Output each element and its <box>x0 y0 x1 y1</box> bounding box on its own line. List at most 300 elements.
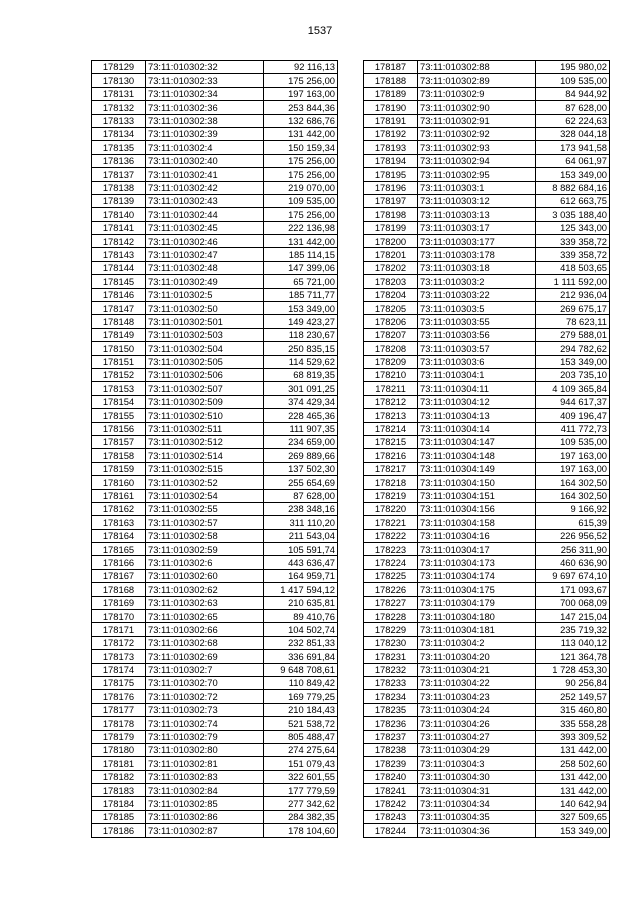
table-row <box>364 824 610 837</box>
cadastral-value-cell: 4 109 365,84 <box>536 382 610 395</box>
table-row <box>364 87 610 100</box>
cadastral-number-cell: 73:11:010304:13 <box>418 409 536 422</box>
cadastral-number-cell: 73:11:010302:90 <box>418 101 536 114</box>
table-row <box>92 810 338 823</box>
cadastral-number-cell: 73:11:010303:12 <box>418 194 536 207</box>
record-number-cell: 178210 <box>364 368 418 381</box>
record-number-cell: 178231 <box>364 650 418 663</box>
cadastral-value-cell: 9 697 674,10 <box>536 569 610 582</box>
cadastral-value-cell: 175 256,00 <box>264 208 338 221</box>
table-row <box>92 435 338 448</box>
table-row <box>92 74 338 87</box>
cadastral-value-cell: 252 149,57 <box>536 690 610 703</box>
cadastral-number-cell: 73:11:010303:56 <box>418 328 536 341</box>
record-number-cell: 178214 <box>364 422 418 435</box>
record-number-cell: 178135 <box>92 141 146 154</box>
cadastral-value-cell: 339 358,72 <box>536 235 610 248</box>
cadastral-number-cell: 73:11:010302:55 <box>146 502 264 515</box>
cadastral-number-cell: 73:11:010304:174 <box>418 569 536 582</box>
cadastral-number-cell: 73:11:010302:515 <box>146 462 264 475</box>
record-number-cell: 178155 <box>92 409 146 422</box>
record-number-cell: 178154 <box>92 395 146 408</box>
table-row <box>92 87 338 100</box>
cadastral-value-cell: 277 342,62 <box>264 797 338 810</box>
cadastral-value-cell: 301 091,25 <box>264 382 338 395</box>
cadastral-value-cell: 195 980,02 <box>536 61 610 74</box>
cadastral-value-cell: 612 663,75 <box>536 194 610 207</box>
record-number-cell: 178147 <box>92 302 146 315</box>
record-number-cell: 178153 <box>92 382 146 395</box>
cadastral-value-cell: 109 535,00 <box>264 194 338 207</box>
cadastral-value-cell: 114 529,62 <box>264 355 338 368</box>
cadastral-value-cell: 374 429,34 <box>264 395 338 408</box>
cadastral-number-cell: 73:11:010302:69 <box>146 650 264 663</box>
table-row <box>364 690 610 703</box>
right-register-table <box>363 60 610 838</box>
cadastral-value-cell: 1 417 594,12 <box>264 583 338 596</box>
cadastral-number-cell: 73:11:010302:80 <box>146 743 264 756</box>
record-number-cell: 178138 <box>92 181 146 194</box>
table-row <box>364 409 610 422</box>
cadastral-number-cell: 73:11:010302:503 <box>146 328 264 341</box>
table-row <box>92 342 338 355</box>
table-row <box>92 717 338 730</box>
cadastral-value-cell: 68 819,35 <box>264 368 338 381</box>
table-row <box>364 435 610 448</box>
table-row <box>364 74 610 87</box>
cadastral-value-cell: 131 442,00 <box>536 770 610 783</box>
cadastral-value-cell: 131 442,00 <box>536 743 610 756</box>
cadastral-value-cell: 197 163,00 <box>264 87 338 100</box>
cadastral-number-cell: 73:11:010303:57 <box>418 342 536 355</box>
table-row <box>364 342 610 355</box>
cadastral-number-cell: 73:11:010304:151 <box>418 489 536 502</box>
record-number-cell: 178185 <box>92 810 146 823</box>
cadastral-number-cell: 73:11:010302:52 <box>146 476 264 489</box>
record-number-cell: 178180 <box>92 743 146 756</box>
cadastral-number-cell: 73:11:010304:148 <box>418 449 536 462</box>
cadastral-number-cell: 73:11:010302:57 <box>146 516 264 529</box>
cadastral-number-cell: 73:11:010302:38 <box>146 114 264 127</box>
table-row <box>92 315 338 328</box>
cadastral-number-cell: 73:11:010304:147 <box>418 435 536 448</box>
cadastral-number-cell: 73:11:010302:68 <box>146 636 264 649</box>
cadastral-number-cell: 73:11:010302:6 <box>146 556 264 569</box>
cadastral-number-cell: 73:11:010302:88 <box>418 61 536 74</box>
cadastral-value-cell: 137 502,30 <box>264 462 338 475</box>
record-number-cell: 178237 <box>364 730 418 743</box>
record-number-cell: 178225 <box>364 569 418 582</box>
record-number-cell: 178195 <box>364 168 418 181</box>
cadastral-number-cell: 73:11:010304:36 <box>418 824 536 837</box>
cadastral-value-cell: 1 111 592,00 <box>536 275 610 288</box>
table-row <box>92 690 338 703</box>
table-row <box>92 650 338 663</box>
record-number-cell: 178209 <box>364 355 418 368</box>
cadastral-value-cell: 173 941,58 <box>536 141 610 154</box>
cadastral-value-cell: 113 040,12 <box>536 636 610 649</box>
record-number-cell: 178222 <box>364 529 418 542</box>
cadastral-number-cell: 73:11:010304:173 <box>418 556 536 569</box>
cadastral-value-cell: 150 159,34 <box>264 141 338 154</box>
table-row <box>92 596 338 609</box>
cadastral-value-cell: 153 349,00 <box>536 824 610 837</box>
record-number-cell: 178164 <box>92 529 146 542</box>
cadastral-value-cell: 105 591,74 <box>264 543 338 556</box>
table-row <box>364 248 610 261</box>
cadastral-number-cell: 73:11:010302:505 <box>146 355 264 368</box>
cadastral-number-cell: 73:11:010302:33 <box>146 74 264 87</box>
table-row <box>364 676 610 689</box>
table-row <box>364 703 610 716</box>
record-number-cell: 178218 <box>364 476 418 489</box>
cadastral-number-cell: 73:11:010302:63 <box>146 596 264 609</box>
cadastral-number-cell: 73:11:010302:93 <box>418 141 536 154</box>
cadastral-value-cell: 164 302,50 <box>536 476 610 489</box>
cadastral-number-cell: 73:11:010304:179 <box>418 596 536 609</box>
cadastral-value-cell: 219 070,00 <box>264 181 338 194</box>
cadastral-value-cell: 177 779,59 <box>264 784 338 797</box>
record-number-cell: 178170 <box>92 610 146 623</box>
cadastral-value-cell: 294 782,62 <box>536 342 610 355</box>
cadastral-number-cell: 73:11:010302:48 <box>146 261 264 274</box>
table-row <box>92 476 338 489</box>
cadastral-number-cell: 73:11:010302:40 <box>146 154 264 167</box>
cadastral-number-cell: 73:11:010302:4 <box>146 141 264 154</box>
record-number-cell: 178174 <box>92 663 146 676</box>
record-number-cell: 178169 <box>92 596 146 609</box>
record-number-cell: 178175 <box>92 676 146 689</box>
record-number-cell: 178151 <box>92 355 146 368</box>
record-number-cell: 178162 <box>92 502 146 515</box>
table-row <box>92 154 338 167</box>
record-number-cell: 178143 <box>92 248 146 261</box>
cadastral-value-cell: 169 779,25 <box>264 690 338 703</box>
table-row <box>92 556 338 569</box>
table-row <box>364 569 610 582</box>
cadastral-number-cell: 73:11:010302:79 <box>146 730 264 743</box>
cadastral-number-cell: 73:11:010302:44 <box>146 208 264 221</box>
cadastral-number-cell: 73:11:010304:12 <box>418 395 536 408</box>
record-number-cell: 178228 <box>364 610 418 623</box>
table-row <box>364 610 610 623</box>
table-row <box>364 355 610 368</box>
cadastral-value-cell: 460 636,90 <box>536 556 610 569</box>
cadastral-number-cell: 73:11:010304:149 <box>418 462 536 475</box>
record-number-cell: 178161 <box>92 489 146 502</box>
left-table-body <box>92 61 338 838</box>
cadastral-number-cell: 73:11:010303:18 <box>418 261 536 274</box>
record-number-cell: 178224 <box>364 556 418 569</box>
record-number-cell: 178181 <box>92 757 146 770</box>
table-row <box>364 221 610 234</box>
table-row <box>92 757 338 770</box>
cadastral-number-cell: 73:11:010304:34 <box>418 797 536 810</box>
table-row <box>364 583 610 596</box>
cadastral-value-cell: 258 502,60 <box>536 757 610 770</box>
cadastral-value-cell: 8 882 684,16 <box>536 181 610 194</box>
cadastral-value-cell: 109 535,00 <box>536 74 610 87</box>
cadastral-number-cell: 73:11:010303:6 <box>418 355 536 368</box>
table-row <box>92 382 338 395</box>
cadastral-value-cell: 253 844,36 <box>264 101 338 114</box>
cadastral-value-cell: 175 256,00 <box>264 168 338 181</box>
cadastral-value-cell: 64 061,97 <box>536 154 610 167</box>
cadastral-number-cell: 73:11:010304:30 <box>418 770 536 783</box>
cadastral-value-cell: 111 907,35 <box>264 422 338 435</box>
cadastral-number-cell: 73:11:010302:81 <box>146 757 264 770</box>
record-number-cell: 178217 <box>364 462 418 475</box>
table-row <box>92 797 338 810</box>
table-row <box>92 770 338 783</box>
cadastral-number-cell: 73:11:010302:85 <box>146 797 264 810</box>
record-number-cell: 178242 <box>364 797 418 810</box>
record-number-cell: 178136 <box>92 154 146 167</box>
record-number-cell: 178156 <box>92 422 146 435</box>
cadastral-value-cell: 125 343,00 <box>536 221 610 234</box>
table-row <box>364 636 610 649</box>
table-row <box>92 101 338 114</box>
cadastral-number-cell: 73:11:010303:22 <box>418 288 536 301</box>
cadastral-number-cell: 73:11:010304:29 <box>418 743 536 756</box>
table-row <box>364 623 610 636</box>
cadastral-value-cell: 944 617,37 <box>536 395 610 408</box>
table-row <box>92 583 338 596</box>
cadastral-number-cell: 73:11:010302:83 <box>146 770 264 783</box>
cadastral-value-cell: 393 309,52 <box>536 730 610 743</box>
cadastral-number-cell: 73:11:010304:1 <box>418 368 536 381</box>
cadastral-number-cell: 73:11:010302:92 <box>418 127 536 140</box>
cadastral-number-cell: 73:11:010304:14 <box>418 422 536 435</box>
cadastral-value-cell: 178 104,60 <box>264 824 338 837</box>
cadastral-value-cell: 185 114,15 <box>264 248 338 261</box>
table-row <box>364 502 610 515</box>
cadastral-value-cell: 92 116,13 <box>264 61 338 74</box>
table-row <box>92 663 338 676</box>
record-number-cell: 178213 <box>364 409 418 422</box>
cadastral-number-cell: 73:11:010302:62 <box>146 583 264 596</box>
table-row <box>92 61 338 74</box>
table-row <box>92 422 338 435</box>
record-number-cell: 178229 <box>364 623 418 636</box>
table-row <box>92 127 338 140</box>
table-row <box>364 395 610 408</box>
record-number-cell: 178236 <box>364 717 418 730</box>
table-row <box>92 610 338 623</box>
cadastral-value-cell: 149 423,27 <box>264 315 338 328</box>
record-number-cell: 178244 <box>364 824 418 837</box>
record-number-cell: 178178 <box>92 717 146 730</box>
table-row <box>92 194 338 207</box>
cadastral-number-cell: 73:11:010302:506 <box>146 368 264 381</box>
record-number-cell: 178163 <box>92 516 146 529</box>
table-row <box>364 288 610 301</box>
cadastral-value-cell: 9 166,92 <box>536 502 610 515</box>
cadastral-value-cell: 87 628,00 <box>264 489 338 502</box>
cadastral-number-cell: 73:11:010302:87 <box>146 824 264 837</box>
record-number-cell: 178204 <box>364 288 418 301</box>
cadastral-value-cell: 210 635,81 <box>264 596 338 609</box>
record-number-cell: 178141 <box>92 221 146 234</box>
cadastral-value-cell: 132 686,76 <box>264 114 338 127</box>
record-number-cell: 178191 <box>364 114 418 127</box>
record-number-cell: 178129 <box>92 61 146 74</box>
table-row <box>92 261 338 274</box>
cadastral-value-cell: 153 349,00 <box>536 355 610 368</box>
table-row <box>92 181 338 194</box>
record-number-cell: 178160 <box>92 476 146 489</box>
cadastral-value-cell: 411 772,73 <box>536 422 610 435</box>
cadastral-number-cell: 73:11:010302:507 <box>146 382 264 395</box>
table-row <box>92 569 338 582</box>
cadastral-value-cell: 328 044,18 <box>536 127 610 140</box>
record-number-cell: 178166 <box>92 556 146 569</box>
table-row <box>364 650 610 663</box>
record-number-cell: 178226 <box>364 583 418 596</box>
cadastral-number-cell: 73:11:010304:20 <box>418 650 536 663</box>
table-row <box>92 462 338 475</box>
cadastral-value-cell: 210 184,43 <box>264 703 338 716</box>
table-row <box>92 703 338 716</box>
cadastral-number-cell: 73:11:010303:177 <box>418 235 536 248</box>
record-number-cell: 178240 <box>364 770 418 783</box>
cadastral-number-cell: 73:11:010302:84 <box>146 784 264 797</box>
record-number-cell: 178194 <box>364 154 418 167</box>
record-number-cell: 178203 <box>364 275 418 288</box>
cadastral-value-cell: 65 721,00 <box>264 275 338 288</box>
cadastral-number-cell: 73:11:010302:91 <box>418 114 536 127</box>
cadastral-value-cell: 615,39 <box>536 516 610 529</box>
cadastral-value-cell: 274 275,64 <box>264 743 338 756</box>
cadastral-value-cell: 521 538,72 <box>264 717 338 730</box>
cadastral-number-cell: 73:11:010302:49 <box>146 275 264 288</box>
cadastral-number-cell: 73:11:010304:22 <box>418 676 536 689</box>
record-number-cell: 178190 <box>364 101 418 114</box>
table-row <box>364 730 610 743</box>
table-row <box>364 462 610 475</box>
record-number-cell: 178243 <box>364 810 418 823</box>
cadastral-number-cell: 73:11:010304:181 <box>418 623 536 636</box>
record-number-cell: 178196 <box>364 181 418 194</box>
record-number-cell: 178172 <box>92 636 146 649</box>
cadastral-number-cell: 73:11:010304:175 <box>418 583 536 596</box>
table-row <box>364 810 610 823</box>
cadastral-number-cell: 73:11:010302:54 <box>146 489 264 502</box>
table-row <box>364 194 610 207</box>
table-row <box>364 663 610 676</box>
cadastral-number-cell: 73:11:010303:13 <box>418 208 536 221</box>
record-number-cell: 178208 <box>364 342 418 355</box>
cadastral-number-cell: 73:11:010302:58 <box>146 529 264 542</box>
cadastral-number-cell: 73:11:010302:72 <box>146 690 264 703</box>
cadastral-number-cell: 73:11:010302:7 <box>146 663 264 676</box>
record-number-cell: 178211 <box>364 382 418 395</box>
record-number-cell: 178215 <box>364 435 418 448</box>
cadastral-number-cell: 73:11:010304:35 <box>418 810 536 823</box>
record-number-cell: 178165 <box>92 543 146 556</box>
cadastral-number-cell: 73:11:010302:74 <box>146 717 264 730</box>
table-row <box>364 302 610 315</box>
table-row <box>364 382 610 395</box>
table-row <box>92 355 338 368</box>
table-row <box>364 516 610 529</box>
table-row <box>364 101 610 114</box>
table-row <box>92 275 338 288</box>
cadastral-value-cell: 228 465,36 <box>264 409 338 422</box>
cadastral-number-cell: 73:11:010302:501 <box>146 315 264 328</box>
record-number-cell: 178179 <box>92 730 146 743</box>
record-number-cell: 178200 <box>364 235 418 248</box>
table-row <box>92 141 338 154</box>
table-row <box>364 743 610 756</box>
cadastral-number-cell: 73:11:010302:94 <box>418 154 536 167</box>
cadastral-value-cell: 153 349,00 <box>536 168 610 181</box>
cadastral-value-cell: 238 348,16 <box>264 502 338 515</box>
table-row <box>92 114 338 127</box>
cadastral-value-cell: 211 543,04 <box>264 529 338 542</box>
right-table-body <box>364 61 610 838</box>
table-row <box>364 261 610 274</box>
table-row <box>92 409 338 422</box>
record-number-cell: 178142 <box>92 235 146 248</box>
cadastral-value-cell: 9 648 708,61 <box>264 663 338 676</box>
cadastral-value-cell: 805 488,47 <box>264 730 338 743</box>
cadastral-value-cell: 62 224,63 <box>536 114 610 127</box>
cadastral-value-cell: 222 136,98 <box>264 221 338 234</box>
cadastral-number-cell: 73:11:010302:509 <box>146 395 264 408</box>
cadastral-number-cell: 73:11:010304:16 <box>418 529 536 542</box>
record-number-cell: 178177 <box>92 703 146 716</box>
cadastral-number-cell: 73:11:010302:59 <box>146 543 264 556</box>
record-number-cell: 178149 <box>92 328 146 341</box>
cadastral-number-cell: 73:11:010302:39 <box>146 127 264 140</box>
cadastral-value-cell: 90 256,84 <box>536 676 610 689</box>
cadastral-value-cell: 203 735,10 <box>536 368 610 381</box>
cadastral-value-cell: 1 728 453,30 <box>536 663 610 676</box>
cadastral-value-cell: 153 349,00 <box>264 302 338 315</box>
table-row <box>364 770 610 783</box>
record-number-cell: 178133 <box>92 114 146 127</box>
cadastral-number-cell: 73:11:010302:45 <box>146 221 264 234</box>
record-number-cell: 178130 <box>92 74 146 87</box>
cadastral-number-cell: 73:11:010302:5 <box>146 288 264 301</box>
page-number: 1537 <box>307 25 333 37</box>
cadastral-value-cell: 175 256,00 <box>264 74 338 87</box>
table-row <box>364 168 610 181</box>
cadastral-value-cell: 175 256,00 <box>264 154 338 167</box>
table-row <box>92 543 338 556</box>
cadastral-number-cell: 73:11:010304:158 <box>418 516 536 529</box>
cadastral-number-cell: 73:11:010302:46 <box>146 235 264 248</box>
table-row <box>364 235 610 248</box>
record-number-cell: 178193 <box>364 141 418 154</box>
table-row <box>364 717 610 730</box>
cadastral-value-cell: 164 959,71 <box>264 569 338 582</box>
record-number-cell: 178137 <box>92 168 146 181</box>
cadastral-number-cell: 73:11:010303:1 <box>418 181 536 194</box>
record-number-cell: 178139 <box>92 194 146 207</box>
table-row <box>364 556 610 569</box>
record-number-cell: 178182 <box>92 770 146 783</box>
table-row <box>92 502 338 515</box>
cadastral-value-cell: 235 719,32 <box>536 623 610 636</box>
table-row <box>92 824 338 837</box>
cadastral-value-cell: 78 623,11 <box>536 315 610 328</box>
cadastral-value-cell: 185 711,77 <box>264 288 338 301</box>
table-row <box>92 449 338 462</box>
table-row <box>92 248 338 261</box>
cadastral-number-cell: 73:11:010302:47 <box>146 248 264 261</box>
